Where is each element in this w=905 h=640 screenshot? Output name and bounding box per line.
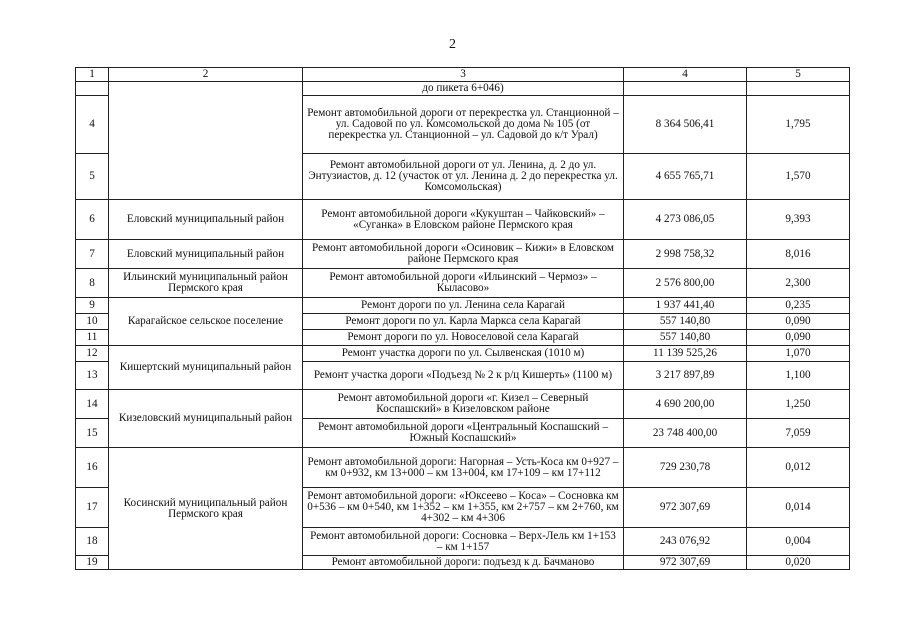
description-cell: Ремонт автомобильной дороги «Осиновик – Кижи» в Еловском районе Пермского края: [303, 240, 624, 269]
municipality-cell: Еловский муниципальный район: [109, 240, 303, 269]
length-cell: 2,300: [747, 269, 850, 298]
cost-cell: 1 937 441,40: [624, 298, 747, 314]
row-number: 17: [76, 488, 109, 528]
row-number: 4: [76, 96, 109, 154]
length-cell: 0,090: [747, 330, 850, 346]
row-number: 5: [76, 154, 109, 200]
table-row: [76, 240, 850, 269]
table-row: [76, 448, 850, 488]
municipality-cell: Кишертский муниципальный район: [109, 346, 303, 390]
length-cell: 0,090: [747, 314, 850, 330]
description-cell: Ремонт автомобильной дороги: Сосновка – Верх-Лель км 1+153 – км 1+157: [303, 528, 624, 556]
table-row: [76, 269, 850, 298]
description-cell: Ремонт автомобильной дороги: подъезд к д. Бачманово: [303, 556, 624, 570]
municipality-cell: Кизеловский муниципальный район: [109, 390, 303, 448]
row-number: 7: [76, 240, 109, 269]
row-number: 9: [76, 298, 109, 314]
municipality-cell: Ильинский муниципальный район Пермского края: [109, 269, 303, 298]
row-number: 15: [76, 419, 109, 448]
description-cell: Ремонт автомобильной дороги: «Юксеево – Коса» – Сосновка км 0+536 – км 0+540, км 1+352 – км 1+355, км 2+757 – км 2+760, км 4+302 – км 4+306: [303, 488, 624, 528]
description-cell: Ремонт автомобильной дороги от перекрестка ул. Станционной – ул. Садовой по ул. Комсомольской до дома № 105 (от перекрестка ул. Станционной – ул. Садовой до к/т Урал): [303, 96, 624, 154]
description-cell: Ремонт дороги по ул. Карла Маркса села Карагай: [303, 314, 624, 330]
description-cell: Ремонт автомобильной дороги «Ильинский – Чермоз» – Кыласово»: [303, 269, 624, 298]
table-row: [76, 390, 850, 419]
municipality-cell: [109, 82, 303, 200]
municipality-cell: Косинский муниципальный район Пермского края: [109, 448, 303, 570]
row-number: 11: [76, 330, 109, 346]
description-cell: Ремонт дороги по ул. Ленина села Карагай: [303, 298, 624, 314]
cost-cell: 972 307,69: [624, 556, 747, 570]
length-cell: 0,020: [747, 556, 850, 570]
row-number: 13: [76, 362, 109, 390]
cost-cell: 4 273 086,05: [624, 200, 747, 240]
header-cell: 5: [747, 68, 850, 82]
cost-cell: 729 230,78: [624, 448, 747, 488]
description-cell: Ремонт дороги по ул. Новоселовой села Карагай: [303, 330, 624, 346]
row-number: 14: [76, 390, 109, 419]
road-repair-table: [75, 67, 850, 570]
row-number: 18: [76, 528, 109, 556]
row-number: 12: [76, 346, 109, 362]
description-cell: Ремонт автомобильной дороги «Центральный Коспашский – Южный Коспашский»: [303, 419, 624, 448]
row-number: [76, 82, 109, 96]
description-cell: Ремонт автомобильной дороги «Кукуштан – Чайковский» – «Суганка» в Еловском районе Пермского края: [303, 200, 624, 240]
header-cell: 2: [109, 68, 303, 82]
row-number: 19: [76, 556, 109, 570]
cost-cell: 557 140,80: [624, 314, 747, 330]
cost-cell: 243 076,92: [624, 528, 747, 556]
cost-cell: 2 998 758,32: [624, 240, 747, 269]
cost-cell: 23 748 400,00: [624, 419, 747, 448]
header-cell: 3: [303, 68, 624, 82]
description-cell: Ремонт участка дороги по ул. Сылвенская (1010 м): [303, 346, 624, 362]
row-number: 8: [76, 269, 109, 298]
table-row: [76, 298, 850, 314]
description-cell: Ремонт участка дороги «Подъезд № 2 к р/ц Кишерть» (1100 м): [303, 362, 624, 390]
cost-cell: 4 690 200,00: [624, 390, 747, 419]
row-number: 16: [76, 448, 109, 488]
municipality-cell: Карагайское сельское поселение: [109, 298, 303, 346]
row-number: 10: [76, 314, 109, 330]
length-cell: 9,393: [747, 200, 850, 240]
cost-cell: 4 655 765,71: [624, 154, 747, 200]
length-cell: [747, 82, 850, 96]
length-cell: 7,059: [747, 419, 850, 448]
cost-cell: 972 307,69: [624, 488, 747, 528]
header-row: [76, 68, 850, 82]
length-cell: 1,100: [747, 362, 850, 390]
length-cell: 0,235: [747, 298, 850, 314]
header-cell: 4: [624, 68, 747, 82]
length-cell: 1,795: [747, 96, 850, 154]
table-row: [76, 200, 850, 240]
table-row: [76, 346, 850, 362]
cost-cell: 8 364 506,41: [624, 96, 747, 154]
length-cell: 0,004: [747, 528, 850, 556]
row-number: 6: [76, 200, 109, 240]
description-cell: Ремонт автомобильной дороги «г. Кизел – Северный Коспашский» в Кизеловском районе: [303, 390, 624, 419]
cost-cell: 2 576 800,00: [624, 269, 747, 298]
length-cell: 1,070: [747, 346, 850, 362]
description-cell: Ремонт автомобильной дороги: Нагорная – Усть-Коса км 0+927 – км 0+932, км 13+000 – км 13+004, км 17+109 – км 17+112: [303, 448, 624, 488]
cost-cell: [624, 82, 747, 96]
cost-cell: 11 139 525,26: [624, 346, 747, 362]
description-cell: Ремонт автомобильной дороги от ул. Ленина, д. 2 до ул. Энтузиастов, д. 12 (участок от ул. Ленина д. 2 до перекрестка ул. Комсомольская): [303, 154, 624, 200]
length-cell: 0,014: [747, 488, 850, 528]
cost-cell: 3 217 897,89: [624, 362, 747, 390]
header-cell: 1: [76, 68, 109, 82]
cost-cell: 557 140,80: [624, 330, 747, 346]
municipality-cell: Еловский муниципальный район: [109, 200, 303, 240]
length-cell: 0,012: [747, 448, 850, 488]
page-number: 2: [449, 37, 456, 52]
length-cell: 1,570: [747, 154, 850, 200]
length-cell: 8,016: [747, 240, 850, 269]
length-cell: 1,250: [747, 390, 850, 419]
table-row: [76, 82, 850, 96]
description-cell: до пикета 6+046): [303, 82, 624, 96]
